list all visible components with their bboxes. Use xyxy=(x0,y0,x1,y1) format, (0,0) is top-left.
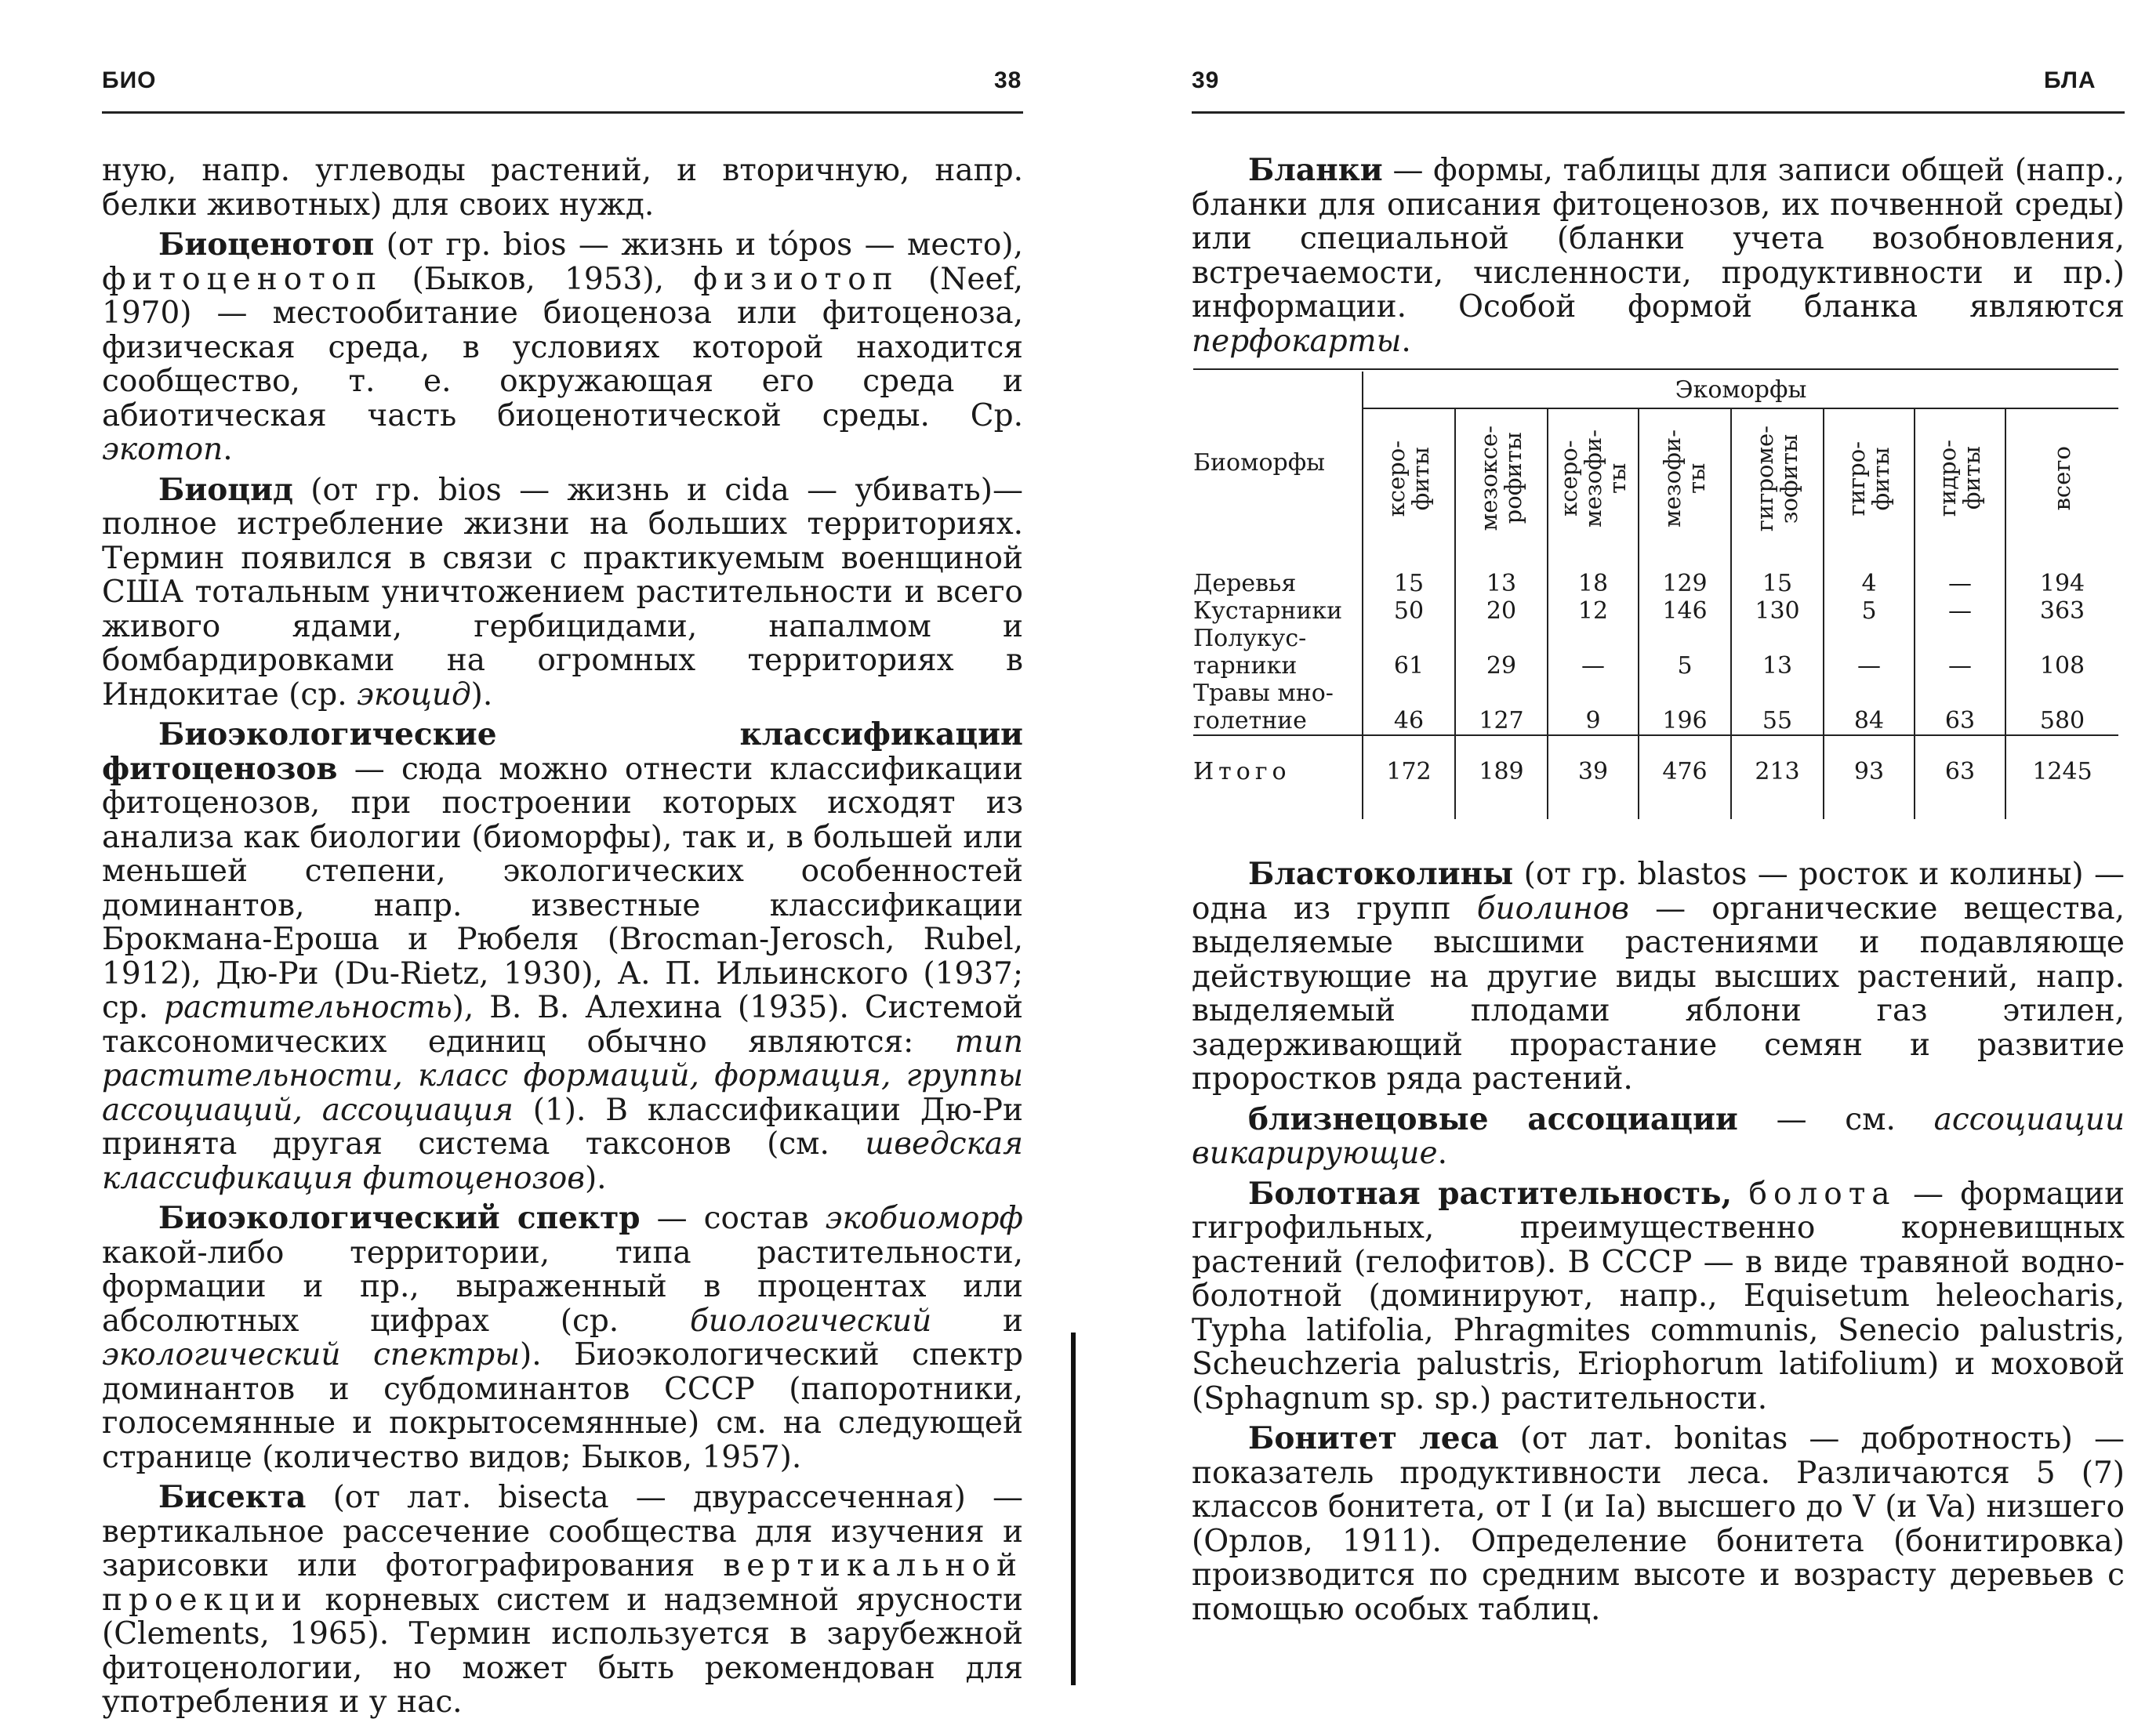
table-cell: — xyxy=(1915,597,2005,625)
table-cell: 55 xyxy=(1731,680,1824,735)
table-cell: 5 xyxy=(1824,597,1915,625)
table-cell: 4 xyxy=(1824,570,1915,597)
table-cell: 20 xyxy=(1455,597,1548,625)
table-cell: 15 xyxy=(1731,570,1824,597)
table-cell: 12 xyxy=(1548,597,1639,625)
table-row xyxy=(1193,597,2118,625)
table-total-row xyxy=(1193,736,2118,807)
biomorph-ecomorph-table xyxy=(1193,368,2118,819)
table-cell: 9 xyxy=(1548,680,1639,735)
table-column-header xyxy=(1455,408,1548,554)
table-cell: 194 xyxy=(2005,570,2118,597)
table-row-label: Травы мно- голетние xyxy=(1193,680,1334,734)
table-total-cell: 213 xyxy=(1731,736,1824,807)
page-number-right: 39 xyxy=(1192,67,1220,93)
entry-continuation: ную, напр. углеводы растений, и вторичную, напр. белки животных) для своих нужд. xyxy=(102,153,1023,223)
entry-biocenotop: Биоценотоп (от гр. bios — жизнь и tópos — место), фитоценотоп (Быков, 1953), физиотоп (Neef, 1970) — местообитание биоценоза или фитоценоза, физическая среда, в условиях которой находится сообщество, т. е. окружающая его среда и абиотическая часть биоценотической среды. Ср. экотоп. xyxy=(102,227,1023,467)
table-cell: 363 xyxy=(2005,597,2118,625)
table-column-header xyxy=(1548,408,1639,554)
table-cell: 13 xyxy=(1455,570,1548,597)
header-rule-right xyxy=(1192,111,2125,114)
table-cell: — xyxy=(1548,625,1639,680)
page-number-left: 38 xyxy=(994,67,1022,93)
table-row xyxy=(1193,570,2118,597)
table-column-header-label: мезоксе- рофиты xyxy=(1475,426,1526,531)
table-column-header-label: гигро- фиты xyxy=(1843,441,1894,517)
table-cell: 146 xyxy=(1639,597,1731,625)
table-cell: 130 xyxy=(1731,597,1824,625)
table-column-header-label: ксеро- мезофи- ты xyxy=(1555,430,1631,528)
table-cell: 108 xyxy=(2005,625,2118,680)
table-column-header xyxy=(1915,408,2005,554)
table-column-header xyxy=(1824,408,1915,554)
table-row-label: Полукус- тарники xyxy=(1193,625,1307,680)
table-cell: 15 xyxy=(1363,570,1455,597)
right-column-top xyxy=(1192,154,2125,364)
table-cell: 61 xyxy=(1363,625,1455,680)
table-cell: 50 xyxy=(1363,597,1455,625)
table-total-cell: 63 xyxy=(1915,736,2005,807)
entry-bioecological-classifications: Биоэкологические классификации фитоценозов — сюда можно отнести классификации фитоценозов, при построении которых исходят из анализа как биологии (биоморфы), так и, в большей или меньшей степени, экологических особенностей доминантов, напр. известные классификации Брокмана-Ероша и Рюбеля (Brocman-Jerosch, Rubel, 1912), Дю-Ри (Du-Rietz, 1930), А. П. Ильинского (1937; ср. растительность), В. В. Алехина (1935). Системой таксономических единиц обычно являются: тип растительности, класс формаций, формация, группы ассоциаций, ассоциация (1). В классификации Дю-Ри принята другая система таксонов (см. шведская классификация фитоценозов). xyxy=(102,716,1023,1196)
running-head-right: БЛА xyxy=(2044,67,2096,93)
table-cell: — xyxy=(1915,570,2005,597)
table-cell: 84 xyxy=(1824,680,1915,735)
table-cell: 29 xyxy=(1455,625,1548,680)
entry-biocid: Биоцид (от гр. bios — жизнь и cida — убивать)— полное истребление жизни на больших территориях. Термин появился в связи с практикуемым военщиной США тотальным уничтожением растительности и всего живого ядами, гербицидами, напалмом и бомбардировками на огромных территориях в Индокитае (ср. экоцид). xyxy=(102,471,1023,713)
left-column xyxy=(102,154,1023,1726)
running-head-left: БИО xyxy=(102,67,157,93)
table-cell: — xyxy=(1915,625,2005,680)
entry-bisekta: Бисекта (от лат. bisecta — двурассеченная) — вертикальное рассечение сообщества для изучения и зарисовки или фотографирования вертикальной проекции корневых систем и надземной ярусности (Clements, 1965). Термин используется в зарубежной фитоценологии, но может быть рекомендован для употребления и у нас. xyxy=(102,1479,1023,1720)
entry-bonitet: Бонитет леса (от лат. bonitas — добротность) — показатель продуктивности леса. Различаются 5 (7) классов бонитета, от I (и Ia) высшего до V (и Va) низшего (Орлов, 1911). Определение бонитета (бонитировка) производится по средним высоте и возрасту деревьев с помощью особых таблиц. xyxy=(1192,1420,2125,1627)
table-cell: 580 xyxy=(2005,680,2118,735)
table-column-header xyxy=(1363,408,1455,554)
table-total-cell: 1245 xyxy=(2005,736,2118,807)
table-column-header-label: гидро- фиты xyxy=(1934,440,1985,517)
table-total-cell: 39 xyxy=(1548,736,1639,807)
entry-bog-vegetation: Болотная растительность, болота — формации гигрофильных, преимущественно корневищных растений (гелофитов). В СССР — в виде травяной водно-болотной (доминируют, напр., Equisetum heleocharis, Typha latifolia, Phragmites communis, Senecio palustris, Scheuchzeria palustris, Eriophorum latifolium) и моховой (Sphagnum sp. sp.) растительности. xyxy=(1192,1175,2125,1416)
entry-bioecological-spectrum: Биоэкологический спектр — состав экобиоморф какой-либо территории, типа растительности, формации и пр., выраженный в процентах или абсолютных цифрах (ср. биологический и экологический спектры). Биоэкологический спектр доминантов и субдоминантов СССР (папоротники, голосемянные и покрытосемянные) см. на следующей странице (количество видов; Быков, 1957). xyxy=(102,1200,1023,1475)
table-cell: 196 xyxy=(1639,680,1731,735)
table-column-header-label: всего xyxy=(2049,446,2075,511)
table-cell: 13 xyxy=(1731,625,1824,680)
table-row xyxy=(1193,625,2118,680)
table-row-header: Биоморфы xyxy=(1193,449,1326,477)
table-cell: 127 xyxy=(1455,680,1548,735)
table-column-header xyxy=(1639,408,1731,554)
table-total-cell: 172 xyxy=(1363,736,1455,807)
table-cell: 18 xyxy=(1548,570,1639,597)
table-cell: 5 xyxy=(1639,625,1731,680)
table-total-cell: 93 xyxy=(1824,736,1915,807)
table-column-header-label: мезофи- ты xyxy=(1659,430,1710,528)
table-total-cell: 189 xyxy=(1455,736,1548,807)
table-row xyxy=(1193,680,2118,735)
table-row-label: Кустарники xyxy=(1193,597,1343,625)
table-total-cell: 476 xyxy=(1639,736,1731,807)
table-column-header xyxy=(2005,408,2118,554)
entry-blastokoliny: Бластоколины (от гр. blastos — росток и колины) — одна из групп биолинов — органические вещества, выделяемые высшими растениями и подавляюще действующие на другие виды высших растений, напр. выделяемый плодами яблони газ этилен, задерживающий прорастание семян и развитие проростков ряда растений. xyxy=(1192,856,2125,1097)
table-cell: 129 xyxy=(1639,570,1731,597)
table-cell: 46 xyxy=(1363,680,1455,735)
right-page xyxy=(1074,0,2156,1685)
entry-twin-associations: близнецовые ассоциации — см. ассоциации викарирующие. xyxy=(1192,1101,2125,1171)
table-column-header-label: гигроме- зофиты xyxy=(1751,425,1802,532)
table-column-header xyxy=(1731,408,1824,554)
table-cell: — xyxy=(1824,625,1915,680)
left-page xyxy=(0,0,1074,1720)
right-column-bottom xyxy=(1192,858,2125,1633)
table-column-header-label: ксеро- фиты xyxy=(1383,440,1434,517)
entry-blanki: Бланки — формы, таблицы для записи общей (напр., бланки для описания фитоценозов, их почвенной среды) или специальной (бланки учета возобновления, встречаемости, численности, продуктивности и пр.) информации. Особой формой бланка являются перфокарты. xyxy=(1192,152,2125,359)
table-row-label: Деревья xyxy=(1193,570,1297,597)
header-rule-left xyxy=(102,111,1023,114)
table-group-header: Экоморфы xyxy=(1363,372,2118,408)
table-total-label: Итого xyxy=(1193,757,1291,785)
table-cell: 63 xyxy=(1915,680,2005,735)
